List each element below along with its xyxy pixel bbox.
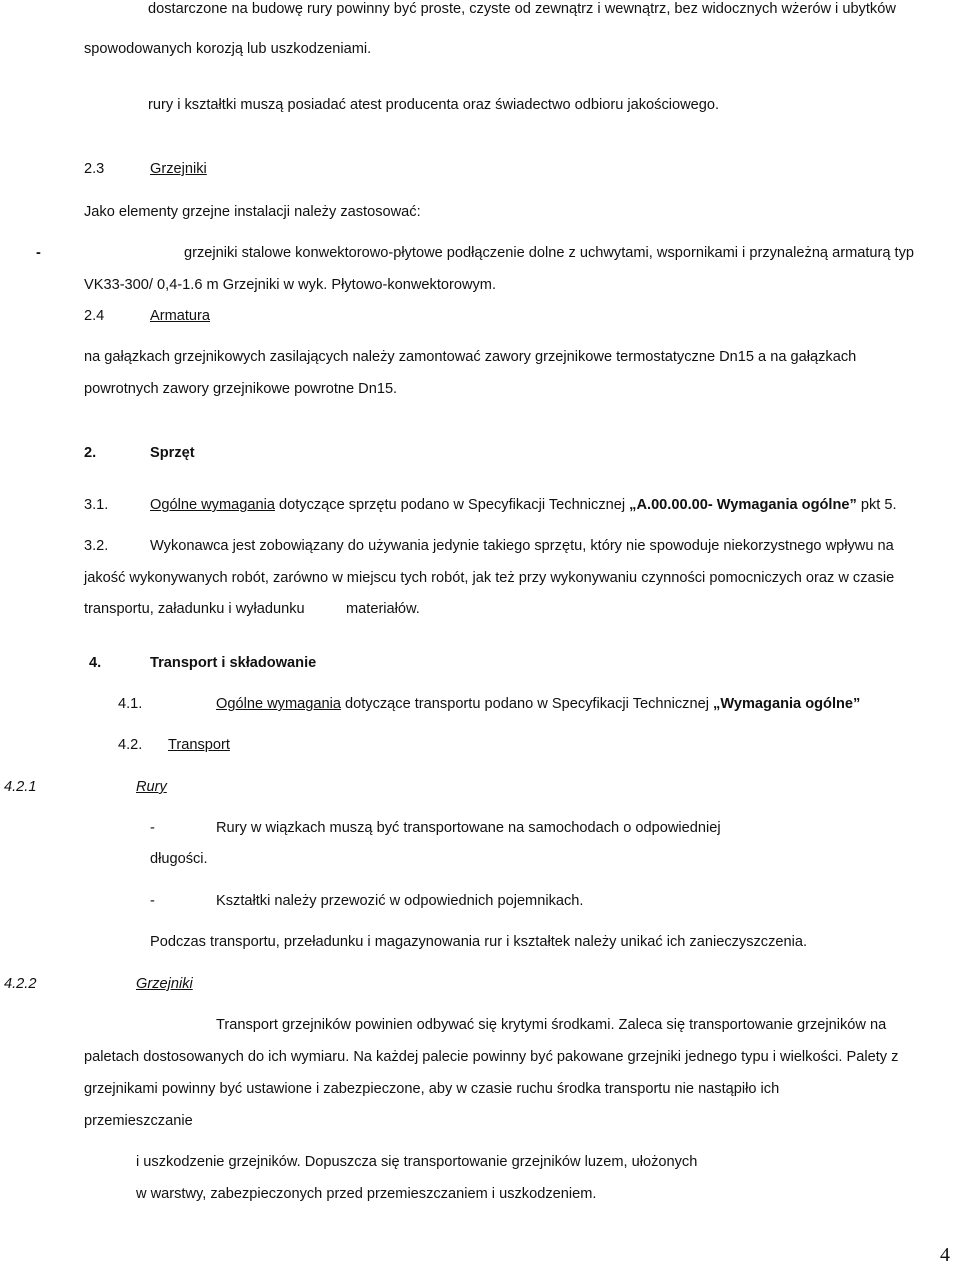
subsection-title: Transport: [168, 737, 230, 753]
list-item: VK33-300/ 0,4-1.6 m Grzejniki w wyk. Płytowo-konwektorowym.: [84, 277, 497, 293]
paragraph: Ogólne wymagania dotyczące transportu podano w Specyfikacji Technicznej „Wymagania ogólne”: [216, 696, 861, 712]
text-line: Wykonawca jest zobowiązany do używania jedynie takiego sprzętu, który nie spowoduje niekorzystnego wpływu na: [150, 538, 894, 554]
list-item: grzejniki stalowe konwektorowo-płytowe podłączenie dolne z uchwytami, wspornikami i przynależną armaturą typ: [184, 245, 915, 261]
section-title: Sprzęt: [150, 445, 195, 461]
text-line: powrotnych zawory grzejnikowe powrotne Dn15.: [84, 381, 398, 397]
text-line: paletach dostosowanych do ich wymiaru. Na każdej palecie powinny być pakowane grzejniki jednego typu i wielkości. Palety z: [84, 1049, 899, 1065]
text-line: Jako elementy grzejne instalacji należy zastosować:: [84, 204, 421, 220]
text-line: materiałów.: [346, 601, 420, 617]
section-number: 4.: [89, 655, 102, 671]
paragraph-number: 4.2.: [118, 737, 143, 753]
list-item: Rury w wiązkach muszą być transportowane na samochodach o odpowiedniej: [216, 820, 721, 836]
text-line: Transport grzejników powinien odbywać się krytymi środkami. Zaleca się transportowanie grzejników na: [216, 1017, 887, 1033]
bullet-dash: -: [150, 820, 155, 836]
paragraph-number: 3.2.: [84, 538, 109, 554]
section-number: 2.: [84, 445, 97, 461]
section-title: Grzejniki: [150, 161, 207, 177]
section-number: 2.4: [84, 308, 105, 324]
subsection-number: 4.2.2: [4, 976, 37, 992]
subsection-title: Rury: [136, 779, 167, 795]
text-line: na gałązkach grzejnikowych zasilających należy zamontować zawory grzejnikowe termostatyczne Dn15 a na gałązkach: [84, 349, 857, 365]
paragraph-number: 4.1.: [118, 696, 143, 712]
ogolne-wymagania-link[interactable]: Ogólne wymagania: [150, 497, 275, 513]
list-item: Kształtki należy przewozić w odpowiednich pojemnikach.: [216, 893, 584, 909]
section-number: 2.3: [84, 161, 105, 177]
text-line: Podczas transportu, przeładunku i magazynowania rur i kształtek należy unikać ich zanieczyszczenia.: [150, 934, 808, 950]
text-line: dostarczone na budowę rury powinny być proste, czyste od zewnątrz i wewnątrz, bez widocznych wżerów i ubytków: [148, 1, 896, 17]
text-line: rury i kształtki muszą posiadać atest producenta oraz świadectwo odbioru jakościowego.: [148, 97, 720, 113]
section-title: Armatura: [150, 308, 211, 324]
text-line: grzejnikami powinny być ustawione i zabezpieczone, aby w czasie ruchu środka transportu nie nastąpiło ich: [84, 1081, 780, 1097]
page-number: 4: [940, 1244, 950, 1266]
text-line: w warstwy, zabezpieczonych przed przemieszczaniem i uszkodzeniem.: [136, 1186, 597, 1202]
text-line: przemieszczanie: [84, 1113, 193, 1129]
subsection-title: Grzejniki: [136, 976, 193, 992]
list-item: długości.: [150, 851, 208, 867]
section-title: Transport i składowanie: [150, 655, 317, 671]
subsection-number: 4.2.1: [4, 779, 37, 795]
text-line: jakość wykonywanych robót, zarówno w miejscu tych robót, jak też przy wykonywaniu czynności pomocniczych oraz w czasie: [84, 570, 895, 586]
ogolne-wymagania-link[interactable]: Ogólne wymagania: [216, 696, 341, 712]
text-line: transportu, załadunku i wyładunku: [84, 601, 305, 617]
text-line: spowodowanych korozją lub uszkodzeniami.: [84, 41, 372, 57]
paragraph-number: 3.1.: [84, 497, 109, 513]
bullet-dash: -: [150, 893, 155, 909]
bullet-dash: -: [36, 245, 41, 261]
text-line: i uszkodzenie grzejników. Dopuszcza się transportowanie grzejników luzem, ułożonych: [136, 1154, 698, 1170]
paragraph: Ogólne wymagania dotyczące sprzętu podano w Specyfikacji Technicznej „A.00.00.00- Wymagania ogólne” pkt 5.: [150, 497, 897, 513]
